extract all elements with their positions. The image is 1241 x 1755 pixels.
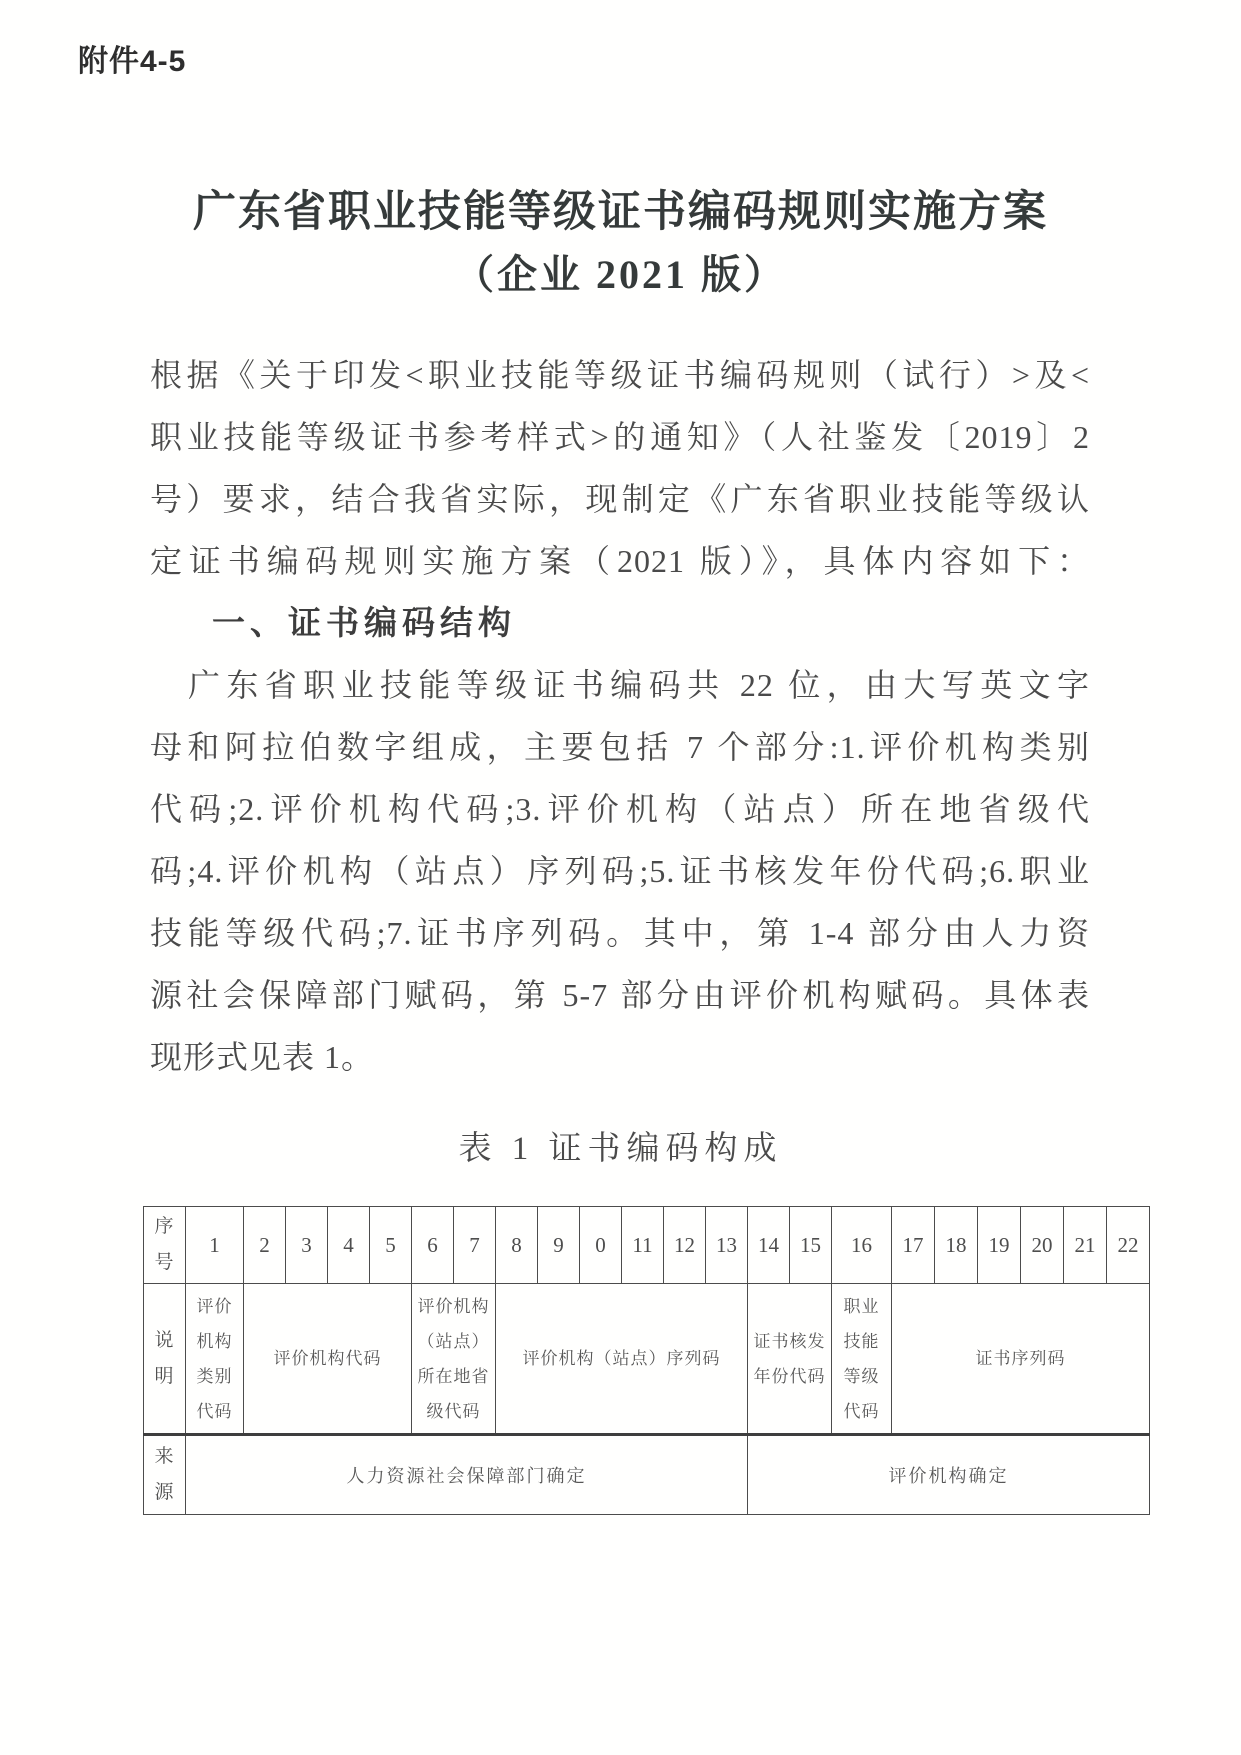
paragraph-1 <box>150 344 1090 592</box>
source-cell: 人力资源社会保障部门确定 <box>186 1435 748 1515</box>
attachment-label: 附件4-5 <box>78 45 187 78</box>
seq-cell-5: 5 <box>370 1207 412 1284</box>
seq-cell-14: 14 <box>748 1207 790 1284</box>
seq-cell-22: 22 <box>1107 1207 1150 1284</box>
seq-cell-3: 3 <box>286 1207 328 1284</box>
seq-cell-2: 2 <box>244 1207 286 1284</box>
seq-cell-16: 16 <box>832 1207 892 1284</box>
description-cell: 证书序列码 <box>892 1284 1150 1435</box>
seq-cell-20: 20 <box>1021 1207 1064 1284</box>
text-line: 职业技能等级证书参考样式>的通知》（人社鉴发〔2019〕2 <box>150 419 1090 455</box>
row-header-source: 来源 <box>144 1435 186 1515</box>
seq-cell-6: 6 <box>412 1207 454 1284</box>
description-cell: 证书核发年份代码 <box>748 1284 832 1435</box>
seq-cell-4: 4 <box>328 1207 370 1284</box>
seq-cell-11: 11 <box>622 1207 664 1284</box>
text-line: 定证书编码规则实施方案（2021 版）》，具体内容如下： <box>150 543 1090 579</box>
text-line: 码;4.评价机构（站点）序列码;5.证书核发年份代码;6.职业 <box>150 853 1090 889</box>
row-header-description: 说明 <box>144 1284 186 1435</box>
seq-cell-8: 8 <box>496 1207 538 1284</box>
text-line: 现形式见表 1。 <box>150 1039 375 1075</box>
seq-cell-21: 21 <box>1064 1207 1107 1284</box>
source-cell: 评价机构确定 <box>748 1435 1150 1515</box>
document-title: 广东省职业技能等级证书编码规则实施方案 <box>193 189 1048 236</box>
seq-cell-1: 1 <box>186 1207 244 1284</box>
description-cell: 评价机构（站点）序列码 <box>496 1284 748 1435</box>
text-line: 号）要求，结合我省实际，现制定《广东省职业技能等级认 <box>150 481 1090 517</box>
table-caption: 表 1 证书编码构成 <box>458 1131 783 1167</box>
text-line: 技能等级代码;7.证书序列码。其中，第 1-4 部分由人力资 <box>150 915 1090 951</box>
seq-cell-19: 19 <box>978 1207 1021 1284</box>
description-cell: 评价机构类别代码 <box>186 1284 244 1435</box>
text-line: 母和阿拉伯数字组成，主要包括 7 个部分:1.评价机构类别 <box>150 729 1090 765</box>
seq-cell-12: 12 <box>664 1207 706 1284</box>
table-row-source <box>144 1435 1150 1515</box>
seq-cell-13: 13 <box>706 1207 748 1284</box>
body-text-block <box>150 344 1090 1088</box>
text-line: 广东省职业技能等级证书编码共 22 位，由大写英文字 <box>188 667 1090 703</box>
text-line: 源社会保障部门赋码，第 5-7 部分由评价机构赋码。具体表 <box>150 977 1090 1013</box>
seq-cell-9: 9 <box>538 1207 580 1284</box>
document-subtitle: （企业 2021 版） <box>454 252 787 297</box>
section-heading: 一、证书编码结构 <box>212 604 516 641</box>
table-row-description <box>144 1284 1150 1435</box>
certificate-code-table <box>143 1206 1150 1515</box>
seq-cell-7: 7 <box>454 1207 496 1284</box>
row-header-sequence: 序号 <box>144 1207 186 1284</box>
description-cell: 评价机构代码 <box>244 1284 412 1435</box>
text-line: 根据《关于印发<职业技能等级证书编码规则（试行）>及< <box>150 357 1090 393</box>
seq-cell-10: 0 <box>580 1207 622 1284</box>
text-line: 代码;2.评价机构代码;3.评价机构（站点）所在地省级代 <box>150 791 1090 827</box>
description-cell: 职业技能等级代码 <box>832 1284 892 1435</box>
paragraph-2 <box>150 654 1090 1088</box>
seq-cell-17: 17 <box>892 1207 935 1284</box>
seq-cell-15: 15 <box>790 1207 832 1284</box>
table-row-sequence <box>144 1207 1150 1284</box>
seq-cell-18: 18 <box>935 1207 978 1284</box>
description-cell: 评价机构（站点）所在地省级代码 <box>412 1284 496 1435</box>
